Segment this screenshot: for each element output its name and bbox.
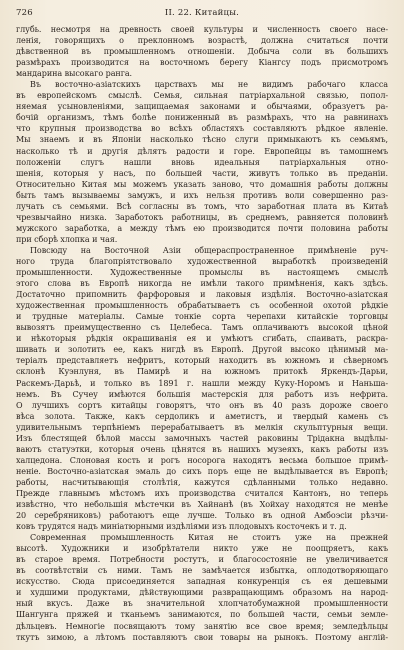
text-line: Современная промышленность Китая не стоитъ уже на прежней [30, 533, 388, 543]
text-line: въ европейскомъ смыслѣ. Семья, сильная патріархальной связью, попол- [16, 91, 388, 101]
text-line: 20 серебряниковъ) работаютъ еще лучше. Только въ одной Амбоэсіи рѣзчи- [16, 511, 388, 521]
text-line: размѣрахъ производится на восточномъ берегу Кіангсу подъ присмотромъ [16, 58, 388, 68]
text-line: неніе. Восточно-азіатская эмаль до сихъ поръ еще не выдѣлывается въ Европѣ; [16, 466, 388, 476]
text-line: склонѣ Куэнлуня, въ Памирѣ и на южномъ притокѣ Яркендъ-Дарьи, [16, 367, 388, 377]
text-line: Изъ блестящей бѣлой массы замочныхъ частей раковины Трідакна выдѣлы- [16, 433, 388, 443]
text-line: и нѣкоторыя рѣдкія окрашиванія ея и умѣютъ сгибать, спаивать, раскра- [16, 334, 388, 344]
text-line: лучать съ семьями. Всѣ согласны въ томъ, что заработная плата въ Китаѣ [16, 201, 388, 211]
text-line: искусство. Сюда присоединяется западная конкуренція съ ея дешевыми [16, 577, 388, 587]
text-line: шивать и золотить ее, какъ нигдѣ въ Европѣ. Другой высоко цѣнимый ма- [16, 345, 388, 355]
text-line: высотѣ. Художники и изобрѣтатели никто уже не поощряетъ, какъ [16, 544, 388, 554]
text-line: Прежде главнымъ мѣстомъ ихъ производства считался Кантонъ, но теперь [16, 488, 388, 498]
text-line: теріалъ представляетъ нефритъ, который находитъ въ южномъ и сѣверномъ [16, 356, 388, 366]
text-line: ткутъ зимою, а лѣтомъ поставляютъ свои товары на рынокъ. Поэтому англій- [16, 632, 388, 642]
text-line: мужского заработка, а между тѣмъ ею производится почти половина работы [16, 223, 388, 233]
text-line: при сборѣ хлопка и чая. [16, 234, 118, 244]
text-line: ковъ трудятся надъ миніатюрными издѣліями изъ плодовыхъ косточекъ и т. д. [16, 522, 347, 532]
text-line: бочій организмъ, тѣмъ болѣе пониженный въ размѣрахъ, что на равнинахъ [16, 113, 388, 123]
text-line: извѣстно, что небольшія мѣстечки въ Хайнанѣ (въ Хойхау находятся не менѣе [16, 500, 388, 510]
text-line: быть тамъ вызываемы замужъ, и ихъ нельзя противъ воли совершенно раз- [16, 190, 388, 200]
text-line: Въ восточно-азіатскихъ царствахъ мы не видимъ рабочаго класса [30, 80, 388, 90]
text-line: этого слова въ Европѣ никогда не имѣли такого примѣненія, какъ здѣсь. [16, 279, 388, 289]
text-line: немъ. Въ Сучеу имѣются большія мастерскія для работъ изъ нефрита. [16, 389, 388, 399]
section-title: II. 22. Китайцы. [164, 8, 240, 18]
text-line: дѣльцевъ. Немногіе посвящаютъ тому занятію все свое время; земледѣльцы [16, 621, 388, 631]
page-number: 726 [16, 8, 33, 18]
text-line: Достаточно припомнить фарфоровыя и лаковыя издѣлія. Восточно-азіатская [16, 290, 388, 300]
text-line: въ соотвѣтствіи съ ними. Тамъ не замѣчается избытка, оплодотворяющаго [16, 566, 388, 576]
text-line: Повсюду на Восточной Азіи общераспространенное примѣненіе руч- [30, 245, 388, 255]
text-line: вывозятъ преимущественно съ Целебеса. Тамъ оплачиваютъ высокой цѣной [16, 323, 388, 333]
running-head [16, 6, 388, 20]
text-line: халцедона. Слоновая кость и рогъ носорога находятъ весьма большое примѣ- [16, 455, 388, 465]
text-line: въ старое время. Потребности ростутъ, и благосостояніе не увеличивается [16, 555, 388, 565]
text-line: промышленности. Художественные промыслы въ настоящемъ смыслѣ [16, 268, 388, 278]
text-line: ного труда благопріятствовало художественной выработкѣ произведеній [16, 256, 388, 266]
text-line: шенія, которыя у насъ, по большей части, живутъ только въ преданіи. [16, 168, 388, 178]
text-line: работы, насчитывающія столѣтія, кажутся сдѣланными только недавно. [16, 477, 388, 487]
text-line: художественная промышленность обрабатываетъ съ особенной охотой рѣдкіе [16, 301, 388, 311]
text-line: Относительно Китая мы можемъ указать заново, что домашнія работы должны [16, 179, 388, 189]
text-line: вѣса золота. Также, какъ сердоликъ и аметистъ, и твердый камень съ [16, 411, 388, 421]
text-line: ленія, говорящихъ о преклонномъ возрастѣ, должна считаться почти [16, 36, 388, 46]
text-line: и трудные матеріалы. Самые тонкіе сорта черепахи китайскіе торговцы [16, 312, 388, 322]
text-line: что крупныя производства во всѣхъ областяхъ составляютъ рѣдкое явленіе. [16, 124, 388, 134]
text-line: мандарина высокаго ранга. [16, 69, 133, 79]
text-line: Шангунга пряжей и тканьемъ занимаются, по большей части, семьи земле- [16, 610, 388, 620]
text-line: ный вкусъ. Даже въ значительной хлопчатобумажной промышленности [16, 599, 388, 609]
text-line: насколько тѣ и другія дѣлятъ радости и горе. Европейцы въ тамошнемъ [16, 146, 388, 156]
text-line: дѣвственной въ промышленномъ отношеніи. Добыча соли въ большихъ [16, 47, 388, 57]
text-line: глубь. несмотря на древность своей культуры и численность своего насе- [16, 25, 388, 34]
text-line: няемая усыновленіями, защищаемая законами и обычаями, образуетъ ра- [16, 102, 388, 112]
text-line: ваютъ статуэтки, которыя очень цѣнятся въ нашихъ музеяхъ, какъ работы изъ [16, 444, 388, 454]
text-line: Раскемъ-Дарьѣ, и только въ 1891 г. нашли между Куку-Норомъ и Наньша- [16, 378, 388, 388]
text-line: и худшими продуктами, дѣйствующими развращающимъ образомъ на народ- [16, 588, 388, 598]
body-text [16, 24, 388, 643]
text-line: удивительнымъ терпѣніемъ перерабатываетъ въ мелкія скульптурныя вещи. [16, 422, 388, 432]
text-line: Мы знаемъ и въ Японіи насколько тѣсно слуги примыкаютъ къ семьямъ, [16, 135, 388, 145]
text-line: О лучшихъ сортъ китайцы говорятъ, что онъ въ 40 разъ дороже своего [16, 400, 388, 410]
text-line: положеніи слугъ нашли вновь идеальныя патріархальныя отно- [16, 157, 388, 167]
text-line: чрезвычайно низка. Заработокъ работницы, въ среднемъ, равняется половинѣ [16, 212, 388, 222]
